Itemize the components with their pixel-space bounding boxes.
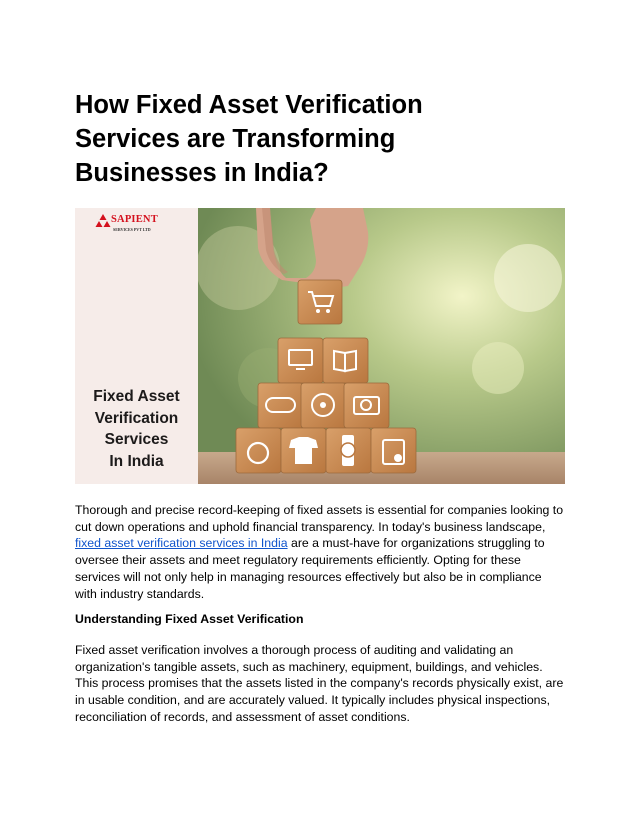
logo-name: SAPIENT bbox=[111, 214, 158, 225]
hero-caption-line-1: Fixed Asset bbox=[93, 388, 180, 405]
article-title bbox=[75, 88, 555, 190]
service-link[interactable]: fixed asset verification services in India bbox=[75, 536, 288, 551]
hero-caption-line-3: Services bbox=[104, 431, 169, 448]
hero-text-panel bbox=[75, 208, 198, 484]
intro-paragraph bbox=[75, 502, 565, 602]
hero-caption bbox=[75, 386, 198, 472]
title-line-1: How Fixed Asset Verification bbox=[75, 91, 423, 119]
wooden-blocks-photo bbox=[198, 208, 565, 484]
intro-text-after-link: are a must-have for organizations struggling to oversee their assets and meet regulatory requirements efficiently. Opting for these services will not only help in managing resources effectively but also be in compliance with industry standards. bbox=[75, 536, 545, 601]
section-paragraph: Fixed asset verification involves a thorough process of auditing and validating an organization's tangible assets, such as machinery, equipment, buildings, and vehicles. This process promises that the assets listed in the company's records physically exist, are in usable condition, and are accurately valued. It typically includes physical inspections, reconciliation of records, and assessment of asset conditions. bbox=[75, 643, 564, 724]
hero-caption-line-4: In India bbox=[109, 452, 164, 470]
hero-caption-line-2: Verification bbox=[94, 409, 179, 427]
logo-tagline: SERVICES PVT LTD bbox=[113, 227, 151, 232]
hero-banner bbox=[75, 208, 565, 484]
section-heading: Understanding Fixed Asset Verification bbox=[75, 612, 304, 626]
sapient-logo-icon bbox=[95, 214, 111, 229]
title-line-3: Businesses in India? bbox=[75, 159, 329, 187]
intro-text-before-link: Thorough and precise record-keeping of fixed assets is essential for companies looking to cut down operations and uphold financial transparency. In today's business landscape, bbox=[75, 503, 564, 534]
title-line-2: Services are Transforming bbox=[75, 125, 396, 153]
